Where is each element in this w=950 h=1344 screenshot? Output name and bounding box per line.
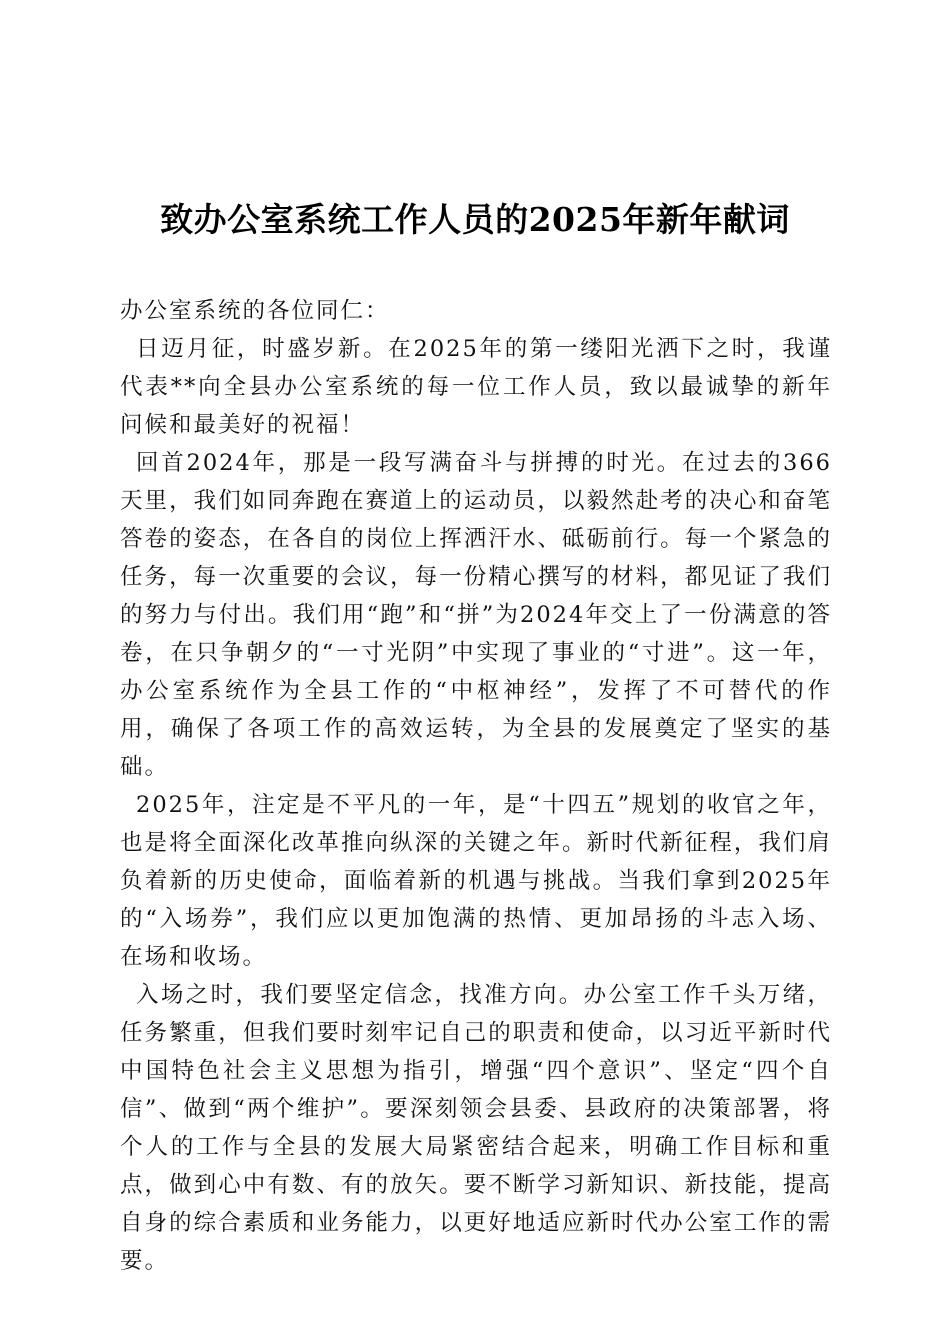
document-title: 致办公室系统工作人员的2025年新年献词 [160,200,790,239]
paragraph-3: 2025年，注定是不平凡的一年，是“十四五”规划的收官之年，也是将全面深化改革推向纵深的关键之年。新时代新征程，我们肩负着新的历史使命，面临着新的机遇与挑战。当我们拿到2025年的“入场券”，我们应以更加饱满的热情、更加昂扬的斗志入场、在场和收场。 [120,792,832,970]
paragraph-1: 日迈月征，时盛岁新。在2025年的第一缕阳光洒下之时，我谨代表**向全县办公室系统的每一位工作人员，致以最诚挚的新年问候和最美好的祝福！ [120,336,832,438]
paragraph-2: 回首2024年，那是一段写满奋斗与拼搏的时光。在过去的366天里，我们如同奔跑在赛道上的运动员，以毅然赴考的决心和奋笔答卷的姿态，在各自的岗位上挥洒汗水、砥砺前行。每一个紧急的任务，每一次重要的会议，每一份精心撰写的材料，都见证了我们的努力与付出。我们用“跑”和“拼”为2024年交上了一份满意的答卷，在只争朝夕的“一寸光阴”中实现了事业的“寸进”。这一年，办公室系统作为全县工作的“中枢神经”，发挥了不可替代的作用，确保了各项工作的高效运转，为全县的发展奠定了坚实的基础。 [120,450,832,780]
paragraph-4: 入场之时，我们要坚定信念，找准方向。办公室工作千头万绪，任务繁重，但我们要时刻牢记自己的职责和使命，以习近平新时代中国特色社会主义思想为指引，增强“四个意识”、坚定“四个自信”、做到“两个维护”。要深刻领会县委、县政府的决策部署，将个人的工作与全县的发展大局紧密结合起来，明确工作目标和重点，做到心中有数、有的放矢。要不断学习新知识、新技能，提高自身的综合素质和业务能力，以更好地适应新时代办公室工作的需要。 [120,982,832,1274]
greeting-line: 办公室系统的各位同仁： [120,298,390,324]
document-body [120,292,832,1280]
